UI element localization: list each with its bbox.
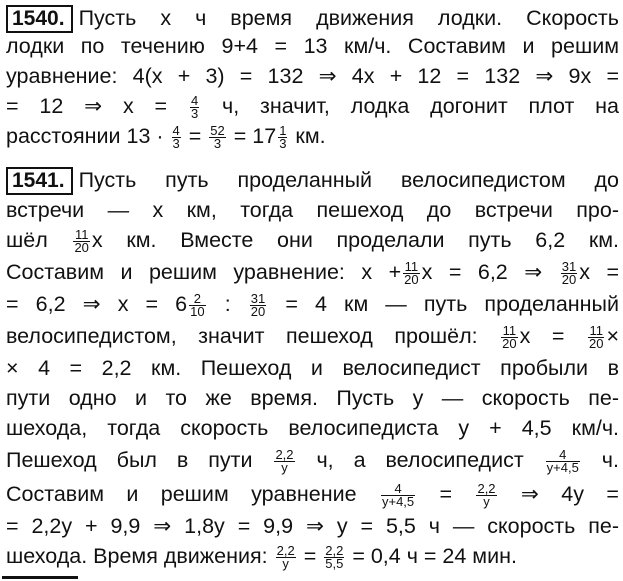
p1541-text-10b: ч, а велосипедист xyxy=(316,448,524,472)
denominator: 10 xyxy=(190,303,205,319)
p1541-text-10a: Пешеход был в пути xyxy=(6,448,253,472)
numerator: 2,2 xyxy=(275,446,294,462)
p1541-text-13a: шехода. Время движения: xyxy=(6,544,268,568)
p1541-line-8: пути одно и то же время. Пусть y — скорость пе- xyxy=(6,386,619,410)
numerator: 2 xyxy=(189,293,205,306)
problem-number-1541: 1541. xyxy=(6,167,73,195)
denominator: 20 xyxy=(561,271,577,287)
p1541-line-1 xyxy=(6,166,619,195)
numerator: 1 xyxy=(279,122,287,138)
denominator: 20 xyxy=(502,335,517,351)
fraction-52-3 xyxy=(209,122,225,151)
numerator: 11 xyxy=(404,258,419,274)
p1541-line-9: шехода, тогда скорость велосипедиста y + 4,5 км/ч. xyxy=(6,416,619,440)
p1541-text-4a: Составим и решим уравнение: x + xyxy=(6,260,402,284)
fraction-11-20d xyxy=(588,322,604,351)
p1541-text-5c: = 4 км — путь проделанный xyxy=(285,292,620,316)
p1540-line-5 xyxy=(6,122,619,150)
numerator: 11 xyxy=(502,322,517,338)
fraction-31-20 xyxy=(561,258,577,287)
fraction-11-20c xyxy=(501,322,517,351)
p1541-text-6a: велосипедистом, значит пешеход прошёл: xyxy=(6,324,478,348)
p1540-text-4b: ч, значит, лодка догонит плот на xyxy=(222,94,619,118)
numerator: 11 xyxy=(589,322,603,338)
denominator: 3 xyxy=(279,135,287,151)
p1541-text-10c: ч. xyxy=(601,448,619,472)
p1541-text-11c: ⇒ 4y = xyxy=(520,482,619,506)
numerator: 52 xyxy=(210,122,225,138)
denominator: y xyxy=(483,493,490,509)
denominator: 20 xyxy=(250,303,266,319)
fraction-22-55 xyxy=(324,542,344,571)
numerator: 31 xyxy=(250,290,266,306)
numerator: 2,2 xyxy=(477,480,496,496)
p1541-text-11b: = xyxy=(439,482,453,506)
numerator: 31 xyxy=(561,258,577,274)
numerator: 4 xyxy=(190,92,199,108)
p1540-text-5c: = 17 xyxy=(233,124,277,148)
fraction-4-y45b xyxy=(381,480,415,509)
fraction-31-20b xyxy=(250,290,266,319)
fraction-4-3 xyxy=(190,92,199,121)
fraction-22-yb xyxy=(476,480,496,509)
fraction-11-20 xyxy=(73,226,89,255)
numerator: 4 xyxy=(546,449,580,462)
p1541-line-11 xyxy=(6,480,619,508)
p1541-line-4 xyxy=(6,258,619,286)
numerator: 2,2 xyxy=(276,542,295,558)
p1540-text-5b: = xyxy=(188,124,202,148)
p1540-line-4 xyxy=(6,92,619,120)
problem-number-1540: 1540. xyxy=(6,5,73,33)
p1541-line-10 xyxy=(6,446,619,474)
p1541-line-2: встречи — x км, тогда пешеход до встречи про- xyxy=(6,198,619,222)
denominator: y xyxy=(281,459,288,475)
numerator: 4 xyxy=(172,122,180,138)
p1541-line-3 xyxy=(6,226,619,254)
bottom-divider xyxy=(2,576,78,579)
p1541-text-1: Пусть путь проделанный велосипедистом до xyxy=(78,168,619,192)
fraction-4-3b xyxy=(172,122,181,151)
p1541-text-5a: = 6,2 ⇒ x = 6 xyxy=(6,292,188,316)
denominator: 20 xyxy=(74,239,89,255)
denominator: y+4,5 xyxy=(381,493,415,509)
p1541-text-3a: шёл xyxy=(6,228,48,252)
p1540-text-1: Пусть x ч время движения лодки. Скорость xyxy=(78,6,619,30)
p1541-text-5b: : xyxy=(224,292,231,316)
p1541-text-13b: = xyxy=(303,544,317,568)
p1540-line-3: уравнение: 4(x + 3) = 132 ⇒ 4x + 12 = 132 ⇒ 9x = xyxy=(6,64,619,88)
p1540-text-5d: км. xyxy=(295,124,326,148)
fraction-4-y45 xyxy=(546,446,580,475)
p1540-text-5a: расстоянии 13 · xyxy=(6,124,164,148)
p1541-text-4c: x = xyxy=(579,260,619,284)
p1541-text-6c: × xyxy=(606,324,619,348)
fraction-22-y xyxy=(274,446,294,475)
numerator: 4 xyxy=(381,483,415,496)
denominator: 3 xyxy=(172,135,180,151)
denominator: 3 xyxy=(213,135,222,151)
p1541-line-13 xyxy=(6,542,619,570)
denominator: 20 xyxy=(404,271,419,287)
p1541-text-4b: x = 6,2 ⇒ xyxy=(421,260,543,284)
p1540-line-1 xyxy=(6,4,619,33)
p1541-line-7: × 4 = 2,2 км. Пешеход и велосипедист пробыли в xyxy=(6,356,619,380)
denominator: 3 xyxy=(190,105,199,121)
p1541-text-13c: = 0,4 ч = 24 мин. xyxy=(352,544,517,568)
denominator: y xyxy=(282,555,289,571)
fraction-2-10 xyxy=(189,290,205,319)
p1541-line-6 xyxy=(6,322,619,350)
numerator: 2,2 xyxy=(325,542,344,558)
p1540-text-4a: = 12 ⇒ x = xyxy=(6,94,168,118)
fraction-1-3 xyxy=(278,122,287,151)
p1540-line-2: лодки по течению 9+4 = 13 км/ч. Составим и решим xyxy=(6,34,619,58)
p1541-line-5 xyxy=(6,290,619,318)
fraction-22-yc xyxy=(276,542,296,571)
denominator: y+4,5 xyxy=(546,459,579,475)
p1541-text-11a: Составим и решим уравнение xyxy=(6,482,357,506)
p1541-text-3b: x км. Вместе они проделали путь 6,2 км. xyxy=(91,228,619,252)
denominator: 5,5 xyxy=(325,555,344,571)
denominator: 20 xyxy=(588,335,604,351)
p1541-text-6b: x = xyxy=(519,324,565,348)
numerator: 11 xyxy=(74,226,89,242)
p1541-line-12: = 2,2y + 9,9 ⇒ 1,8y = 9,9 ⇒ y = 5,5 ч — скорость пе- xyxy=(6,514,619,538)
fraction-11-20b xyxy=(403,258,419,287)
